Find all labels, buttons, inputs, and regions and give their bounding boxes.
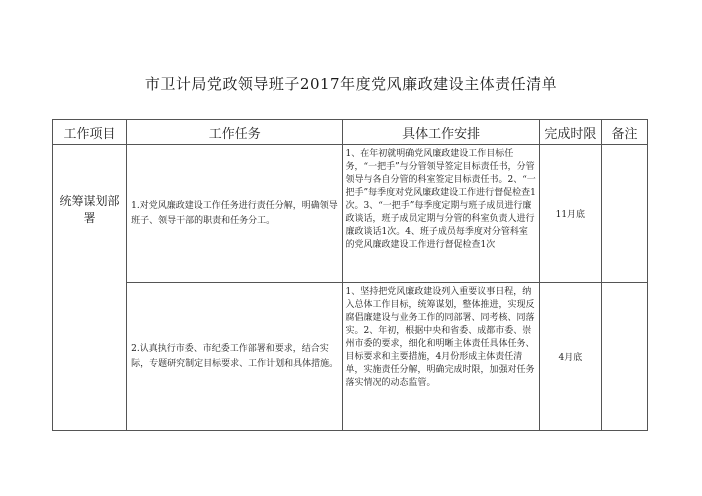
page-title: 市卫计局党政领导班子2017年度党风廉政建设主体责任清单: [144, 75, 558, 93]
note-cell: [601, 145, 647, 283]
table-row: [53, 145, 648, 283]
responsibility-table: [52, 119, 648, 431]
header-project: 工作项目: [53, 120, 127, 145]
header-deadline: 完成时限: [539, 120, 601, 145]
deadline-cell: 4月底: [539, 283, 601, 431]
project-cell: [53, 145, 127, 431]
arrangement-cell: 1、在年初就明确党风廉政建设工作目标任务，“一把手”与分管领导签定目标责任书，分管领导与各自分管的科室签定目标责任书。2、“一把手”每季度对党风廉政建设工作进行督促检查1次。3、“一把手”每季度定期与班子成员进行廉政谈话，班子成员定期与分管的科室负责人进行廉政谈话1次。4、班子成员每季度对分管科室的党风廉政建设工作进行督促检查1次: [343, 145, 539, 283]
table-row: [53, 283, 648, 431]
note-cell: [601, 283, 647, 431]
header-task: 工作任务: [127, 120, 343, 145]
task-cell: 1.对党风廉政建设工作任务进行责任分解，明确领导班子、领导干部的职责和任务分工。: [127, 145, 343, 283]
project-label: 统筹谋划部署: [59, 193, 120, 225]
task-cell: 2.认真执行市委、市纪委工作部署和要求，结合实际，专题研究制定目标要求、工作计划和具体措施。: [127, 283, 343, 431]
arrangement-cell: 1、坚持把党风廉政建设列入重要议事日程，纳入总体工作目标，统筹谋划，整体推进，实现反腐倡廉建设与业务工作的同部署、同考核、同落实。2、年初，根据中央和省委、成都市委、崇州市委的要求，细化和明晰主体责任具体任务、目标要求和主要措施，4月份形成主体责任清单，实施责任分解，明确完成时限，加强对任务落实情况的动态监管。: [343, 283, 539, 431]
table-header-row: [53, 120, 648, 145]
header-note: 备注: [601, 120, 647, 145]
deadline-cell: 11月底: [539, 145, 601, 283]
header-arrangement: 具体工作安排: [343, 120, 539, 145]
